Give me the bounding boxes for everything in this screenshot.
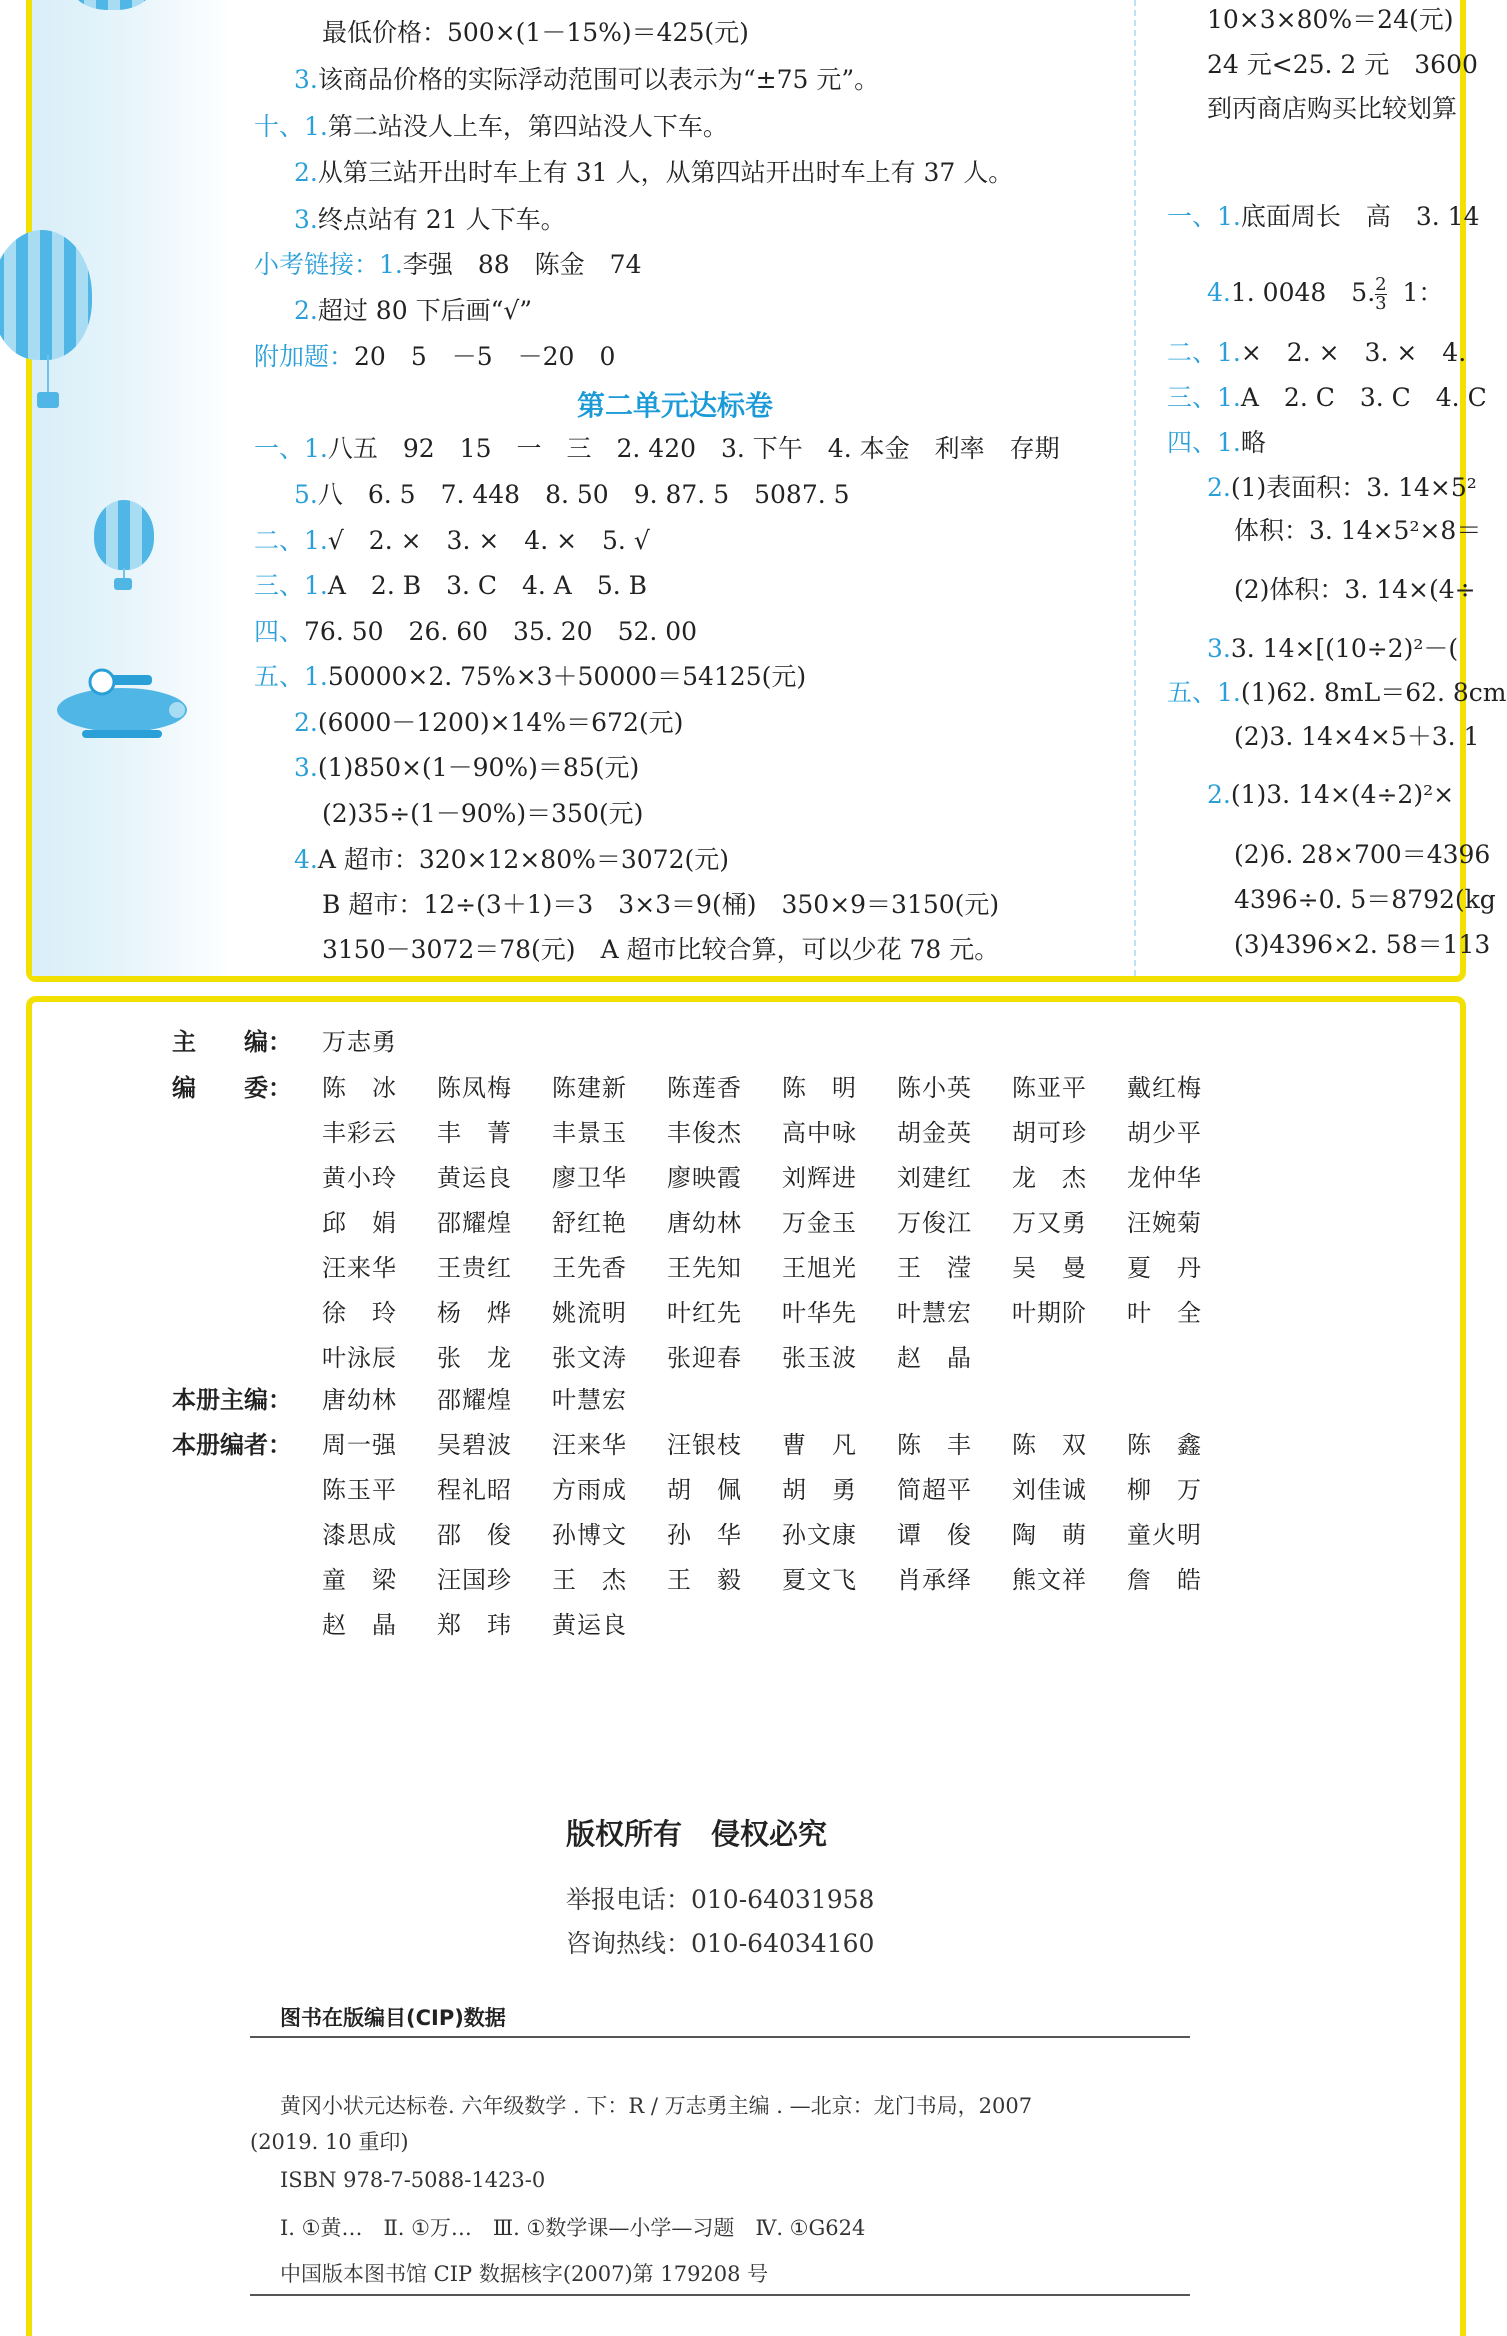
- person-name: 刘建红: [897, 1164, 972, 1192]
- answer-line: 到丙商店购买比较划算: [1207, 94, 1458, 123]
- person-name: 陈小英: [897, 1074, 972, 1102]
- person-name: 刘佳诚: [1012, 1476, 1087, 1504]
- volume-editors-label: 本册编者：: [172, 1431, 292, 1459]
- person-name: 叶华先: [782, 1299, 857, 1327]
- answer-line: 体积：3. 14×5²×8＝: [1234, 516, 1482, 545]
- person-name: 杨 烨: [437, 1299, 512, 1327]
- person-name: 廖卫华: [552, 1164, 627, 1192]
- person-name: 丰彩云: [322, 1119, 397, 1147]
- balloon-basket-icon: [37, 392, 59, 408]
- answer-line: 四、1.略: [1167, 428, 1266, 457]
- balloon-rope: [47, 355, 49, 395]
- person-name: 吴 曼: [1012, 1254, 1087, 1282]
- decorative-sidebar: [32, 0, 232, 976]
- person-name: 龙仲华: [1127, 1164, 1202, 1192]
- answer-line: 2.超过 80 下后画“√”: [294, 296, 533, 325]
- person-name: 邵耀煌: [437, 1209, 512, 1237]
- person-name: 周一强: [322, 1431, 397, 1459]
- person-name: 简超平: [897, 1476, 972, 1504]
- person-name: 陈凤梅: [437, 1074, 512, 1102]
- person-name: 叶慧宏: [897, 1299, 972, 1327]
- person-name: 丰俊杰: [667, 1119, 742, 1147]
- person-name: 陈建新: [552, 1074, 627, 1102]
- answer-line: (2)35÷(1－90%)＝350(元): [322, 799, 644, 828]
- person-name: 张玉波: [782, 1344, 857, 1372]
- person-name: 万金玉: [782, 1209, 857, 1237]
- cip-line: (2019. 10 重印): [250, 2130, 409, 2154]
- answer-line: 最低价格：500×(1－15%)＝425(元): [322, 18, 749, 47]
- person-name: 王贵红: [437, 1254, 512, 1282]
- person-name: 叶 全: [1127, 1299, 1202, 1327]
- answer-line: 五、1.(1)62. 8mL＝62. 8cm: [1167, 678, 1507, 707]
- answer-line: (2)体积：3. 14×(4÷: [1234, 575, 1476, 604]
- person-name: 漆思成: [322, 1521, 397, 1549]
- person-name: 胡金英: [897, 1119, 972, 1147]
- person-name: 詹 皓: [1127, 1566, 1202, 1594]
- person-name: 孙 华: [667, 1521, 742, 1549]
- person-name: 舒红艳: [552, 1209, 627, 1237]
- cip-isbn: ISBN 978-7-5088-1423-0: [280, 2168, 546, 2192]
- answer-line: 24 元<25. 2 元 3600: [1207, 50, 1478, 79]
- answer-line: 五、1.50000×2. 75%×3＋50000＝54125(元): [254, 662, 807, 691]
- person-name: 张迎春: [667, 1344, 742, 1372]
- answer-line: 四、76. 50 26. 60 35. 20 52. 00: [254, 617, 698, 646]
- answer-line: 2.(6000－1200)×14%＝672(元): [294, 708, 684, 737]
- person-name: 陈 丰: [897, 1431, 972, 1459]
- answer-line: 4396÷0. 5＝8792(kg: [1234, 885, 1496, 914]
- person-name: 谭 俊: [897, 1521, 972, 1549]
- person-name: 汪国珍: [437, 1566, 512, 1594]
- balloon-basket-icon: [114, 578, 132, 590]
- chief-editor-name: 万志勇: [322, 1028, 397, 1056]
- person-name: 邱 娟: [322, 1209, 397, 1237]
- person-name: 汪来华: [322, 1254, 397, 1282]
- person-name: 夏文飞: [782, 1566, 857, 1594]
- answer-page: [26, 0, 1507, 982]
- answer-line: 三、1.A 2. C 3. C 4. C: [1167, 383, 1487, 412]
- hot-air-balloon-icon: [72, 0, 152, 10]
- answer-line: 一、1.底面周长 高 3. 14: [1167, 202, 1480, 231]
- committee-label: 编 委：: [172, 1074, 292, 1102]
- person-name: 叶泳辰: [322, 1344, 397, 1372]
- person-name: 黄运良: [437, 1164, 512, 1192]
- copyright-page: [26, 996, 1466, 2336]
- cip-title: 图书在版编目(CIP)数据: [280, 2006, 506, 2030]
- person-name: 汪银枝: [667, 1431, 742, 1459]
- answer-line: 一、1.八五 92 15 一 三 2. 420 3. 下午 4. 本金 利率 存期: [254, 434, 1060, 463]
- person-name: 陈亚平: [1012, 1074, 1087, 1102]
- hot-air-balloon-icon: [94, 500, 154, 570]
- person-name: 赵 晶: [897, 1344, 972, 1372]
- person-name: 夏 丹: [1127, 1254, 1202, 1282]
- person-name: 龙 杰: [1012, 1164, 1087, 1192]
- person-name: 陈 明: [782, 1074, 857, 1102]
- answer-line: 2.从第三站开出时车上有 31 人，从第四站开出时车上有 37 人。: [294, 158, 1014, 187]
- person-name: 胡可珍: [1012, 1119, 1087, 1147]
- person-name: 廖映霞: [667, 1164, 742, 1192]
- person-name: 唐幼林: [322, 1386, 397, 1414]
- person-name: 陈玉平: [322, 1476, 397, 1504]
- person-name: 王 杰: [552, 1566, 627, 1594]
- person-name: 丰景玉: [552, 1119, 627, 1147]
- person-name: 张文涛: [552, 1344, 627, 1372]
- person-name: 郑 玮: [437, 1611, 512, 1639]
- answer-line: 2.(1)3. 14×(4÷2)²×: [1207, 780, 1455, 809]
- cip-classification: Ⅰ. ①黄… Ⅱ. ①万… Ⅲ. ①数学课—小学—习题 Ⅳ. ①G624: [280, 2216, 866, 2240]
- person-name: 陈 双: [1012, 1431, 1087, 1459]
- airplane-icon: [42, 660, 202, 750]
- cip-rule-top: [250, 2036, 1190, 2038]
- person-name: 叶慧宏: [552, 1386, 627, 1414]
- section-title: 第二单元达标卷: [577, 389, 774, 422]
- person-name: 孙文康: [782, 1521, 857, 1549]
- answer-line: 2.(1)表面积：3. 14×5²: [1207, 473, 1477, 502]
- answer-line: 3.(1)850×(1－90%)＝85(元): [294, 753, 640, 782]
- person-name: 高中咏: [782, 1119, 857, 1147]
- person-name: 熊文祥: [1012, 1566, 1087, 1594]
- answer-line: B 超市：12÷(3＋1)＝3 3×3＝9(桶) 350×9＝3150(元): [322, 890, 1000, 919]
- person-name: 汪来华: [552, 1431, 627, 1459]
- person-name: 胡 佩: [667, 1476, 742, 1504]
- person-name: 邵耀煌: [437, 1386, 512, 1414]
- person-name: 刘辉进: [782, 1164, 857, 1192]
- person-name: 张 龙: [437, 1344, 512, 1372]
- cip-rule-bottom: [250, 2294, 1190, 2296]
- person-name: 丰 菁: [437, 1119, 512, 1147]
- person-name: 万又勇: [1012, 1209, 1087, 1237]
- person-name: 叶红先: [667, 1299, 742, 1327]
- consult-hotline: 咨询热线：010-64034160: [566, 1929, 875, 1958]
- person-name: 黄运良: [552, 1611, 627, 1639]
- person-name: 吴碧波: [437, 1431, 512, 1459]
- answer-line: 二、1.√ 2. × 3. × 4. × 5. √: [254, 526, 650, 555]
- person-name: 黄小玲: [322, 1164, 397, 1192]
- person-name: 程礼昭: [437, 1476, 512, 1504]
- person-name: 叶期阶: [1012, 1299, 1087, 1327]
- person-name: 王旭光: [782, 1254, 857, 1282]
- person-name: 王先知: [667, 1254, 742, 1282]
- person-name: 陈莲香: [667, 1074, 742, 1102]
- person-name: 孙博文: [552, 1521, 627, 1549]
- person-name: 肖承绎: [897, 1566, 972, 1594]
- answer-line: 4.A 超市：320×12×80%＝3072(元): [294, 845, 729, 874]
- column-divider: [1134, 0, 1136, 976]
- answer-line: 小考链接：1.李强 88 陈金 74: [254, 250, 642, 279]
- answer-line: (3)4396×2. 58＝113: [1234, 930, 1491, 959]
- person-name: 万俊江: [897, 1209, 972, 1237]
- answer-line: 十、1.第二站没人上车，第四站没人下车。: [254, 112, 728, 141]
- person-name: 童 梁: [322, 1566, 397, 1594]
- answer-line: 4.1. 0048 5. $\frac{2}{3}$ 1：: [1207, 274, 1444, 314]
- answer-line: 5.八 6. 5 7. 448 8. 50 9. 87. 5 5087. 5: [294, 480, 850, 509]
- answer-line: (2)3. 14×4×5＋3. 1: [1234, 722, 1480, 751]
- cip-library-number: 中国版本图书馆 CIP 数据核字(2007)第 179208 号: [280, 2262, 769, 2286]
- report-phone: 举报电话：010-64031958: [566, 1885, 875, 1914]
- answer-line: 3.终点站有 21 人下车。: [294, 205, 566, 234]
- answer-line: 10×3×80%＝24(元): [1207, 5, 1454, 34]
- person-name: 童火明: [1127, 1521, 1202, 1549]
- chief-editor-label: 主 编：: [172, 1028, 292, 1056]
- person-name: 柳 万: [1127, 1476, 1202, 1504]
- person-name: 胡 勇: [782, 1476, 857, 1504]
- person-name: 陶 萌: [1012, 1521, 1087, 1549]
- person-name: 陈 冰: [322, 1074, 397, 1102]
- answer-line: 二、1.× 2. × 3. × 4.: [1167, 338, 1467, 367]
- answer-line: (2)6. 28×700＝4396: [1234, 840, 1491, 869]
- person-name: 王 毅: [667, 1566, 742, 1594]
- answer-line: 三、1.A 2. B 3. C 4. A 5. B: [254, 571, 648, 600]
- copyright-notice: 版权所有 侵权必究: [566, 1817, 828, 1851]
- person-name: 王先香: [552, 1254, 627, 1282]
- answer-line: 3.3. 14×[(10÷2)²－(: [1207, 634, 1459, 663]
- person-name: 曹 凡: [782, 1431, 857, 1459]
- answer-line: 附加题：20 5 －5 －20 0: [254, 342, 616, 371]
- answer-line: 3.该商品价格的实际浮动范围可以表示为“±75 元”。: [294, 65, 880, 94]
- fraction: $\frac{2}{3}$: [1375, 274, 1387, 314]
- person-name: 陈 鑫: [1127, 1431, 1202, 1459]
- volume-chief-label: 本册主编：: [172, 1386, 292, 1414]
- hot-air-balloon-icon: [0, 230, 92, 360]
- person-name: 邵 俊: [437, 1521, 512, 1549]
- person-name: 徐 玲: [322, 1299, 397, 1327]
- person-name: 唐幼林: [667, 1209, 742, 1237]
- person-name: 王 滢: [897, 1254, 972, 1282]
- person-name: 赵 晶: [322, 1611, 397, 1639]
- cip-line: 黄冈小状元达标卷. 六年级数学 . 下：R / 万志勇主编 . —北京：龙门书局，2007: [280, 2094, 1033, 2118]
- person-name: 姚流明: [552, 1299, 627, 1327]
- person-name: 胡少平: [1127, 1119, 1202, 1147]
- person-name: 戴红梅: [1127, 1074, 1202, 1102]
- person-name: 汪婉菊: [1127, 1209, 1202, 1237]
- person-name: 方雨成: [552, 1476, 627, 1504]
- answer-line: 3150－3072＝78(元) A 超市比较合算，可以少花 78 元。: [322, 935, 1000, 964]
